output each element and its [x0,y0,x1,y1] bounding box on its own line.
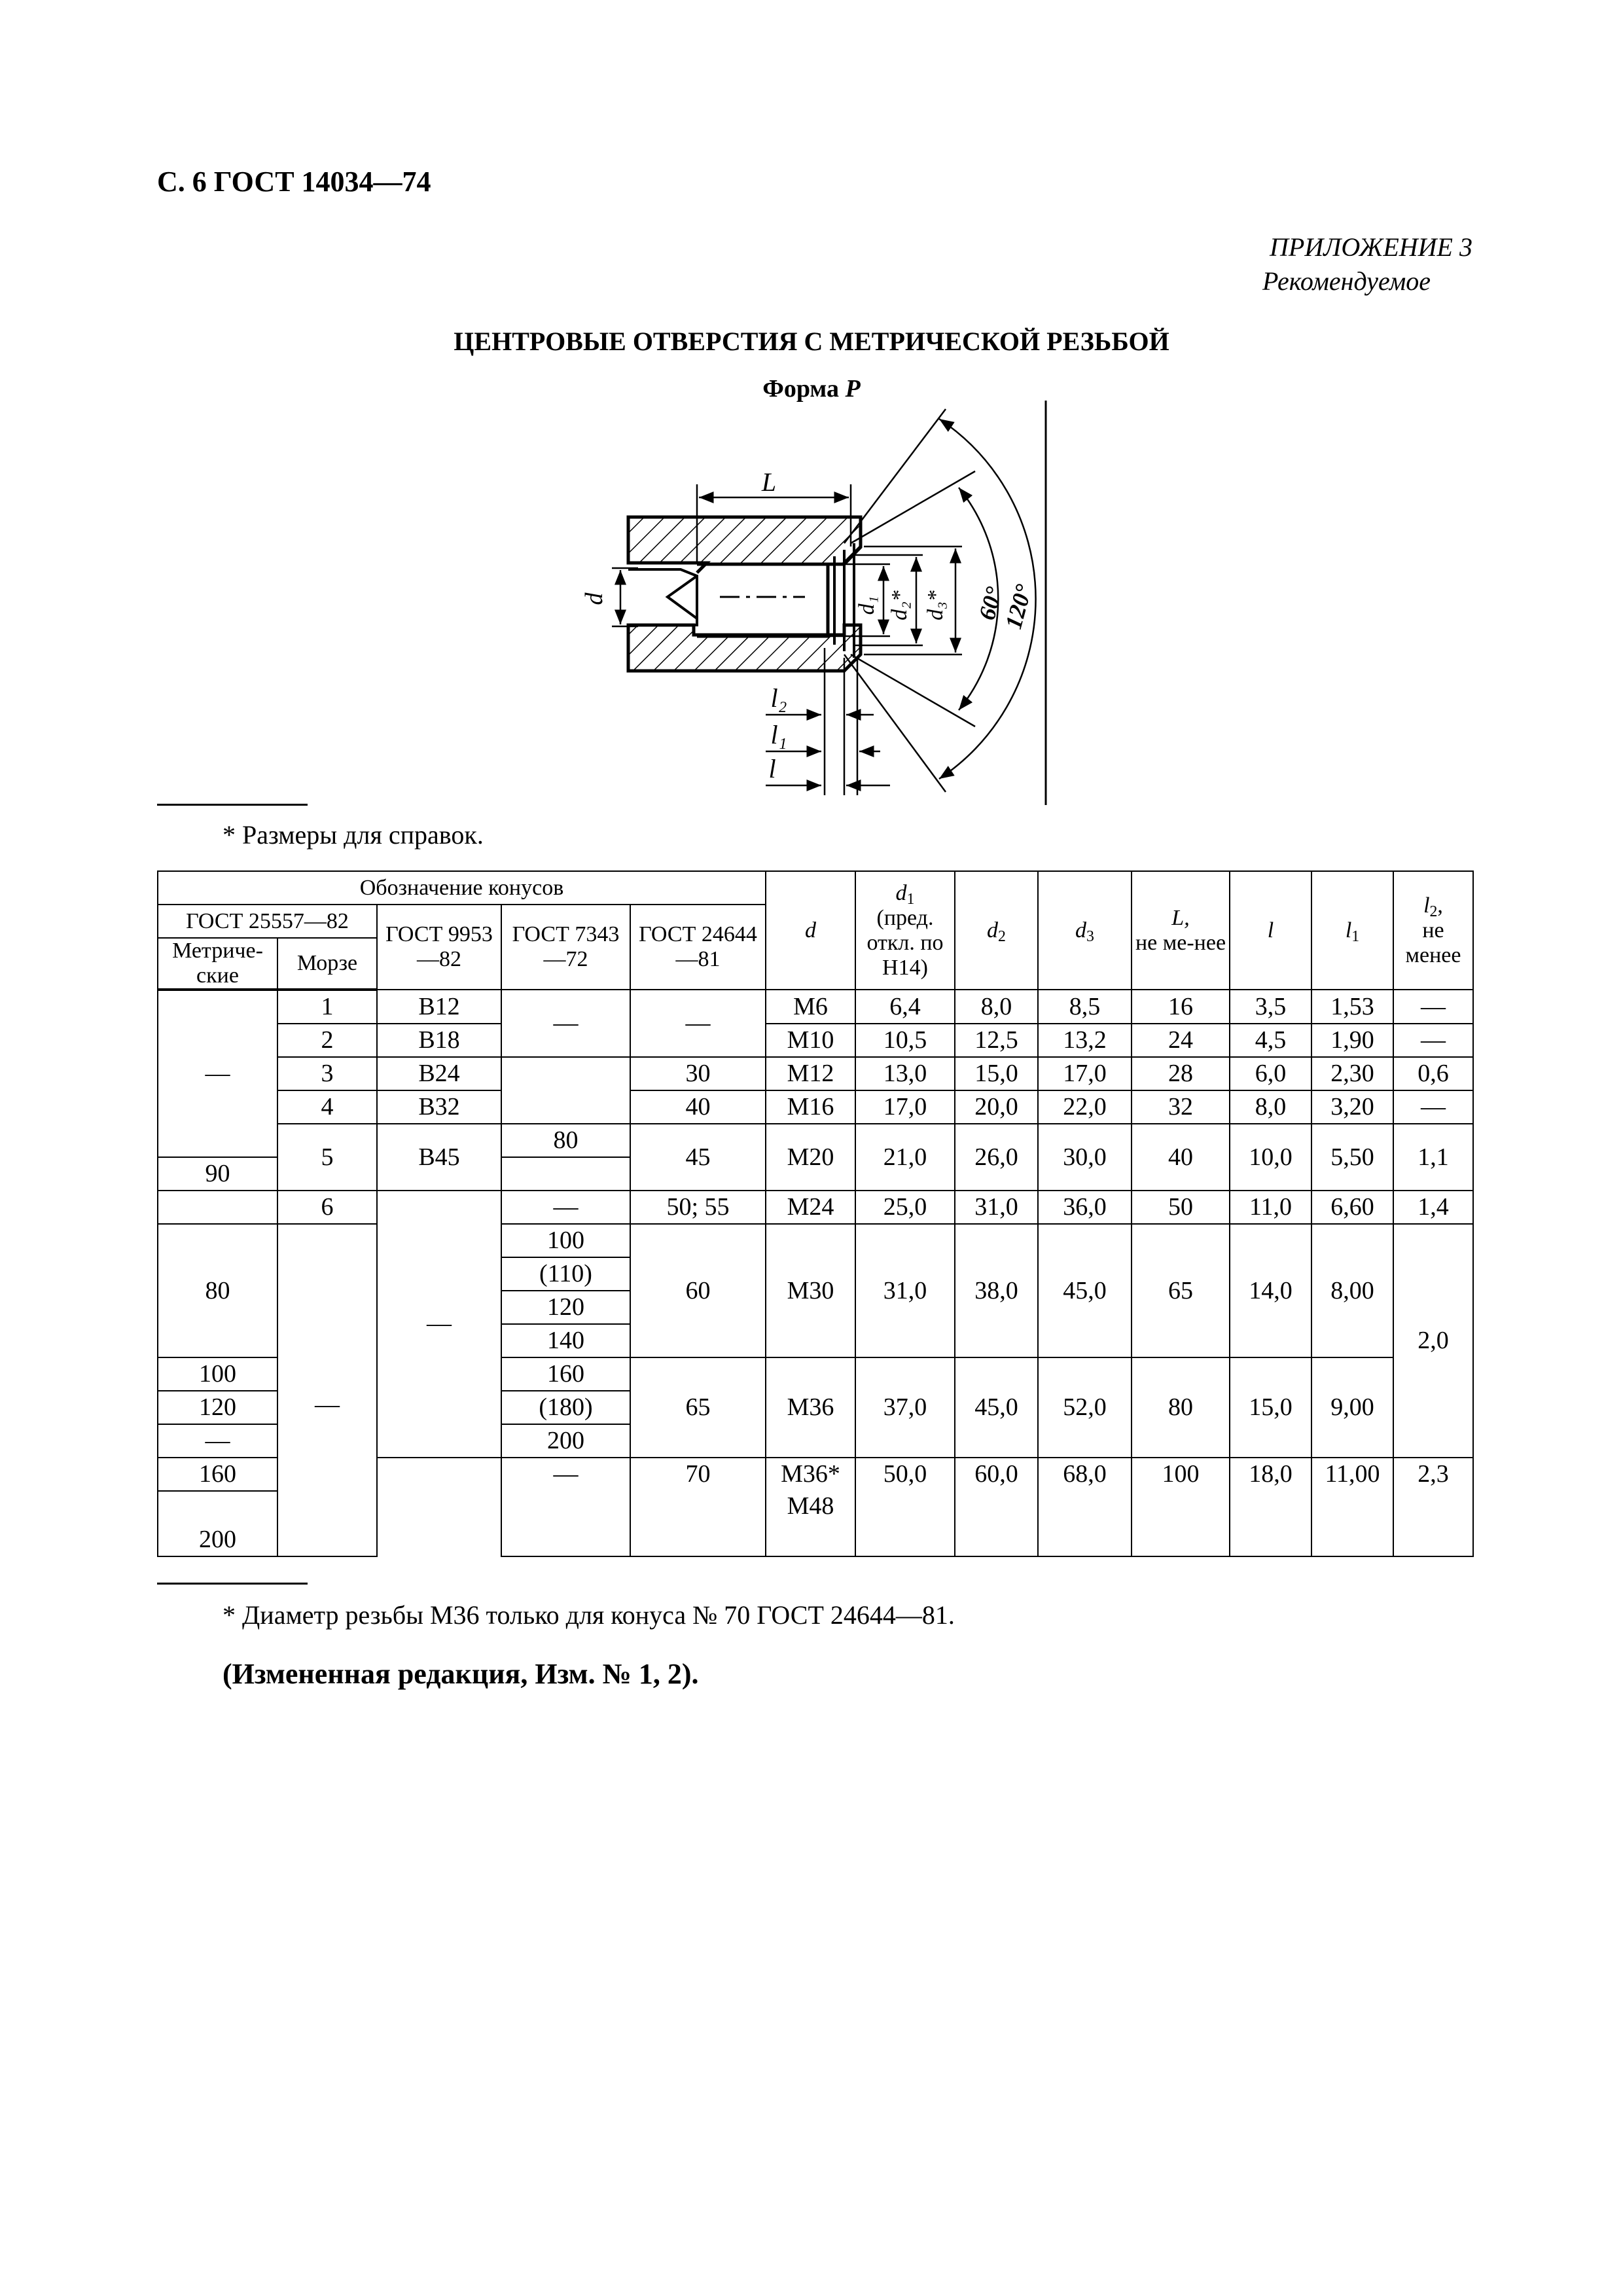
cell-gost24644: 40 [630,1090,766,1124]
cell-L: 32 [1132,1090,1230,1124]
section-title: ЦЕНТРОВЫЕ ОТВЕРСТИЯ С МЕТРИЧЕСКОЙ РЕЗЬБОЙ [454,327,1169,356]
cell-gost7343: (180) [501,1391,630,1424]
cell-d1: 21,0 [855,1124,955,1191]
cell-d1: 37,0 [855,1357,955,1458]
cell-l1: 1,53 [1311,990,1393,1024]
cell-d3: 22,0 [1038,1090,1132,1124]
footnote-thread: * Диаметр резьбы M36 только для конуса № 70 ГОСТ 24644—81. [223,1600,955,1630]
cell-l1: 5,50 [1311,1124,1393,1191]
col-gost24644: ГОСТ 24644—81 [630,905,766,990]
cell-gost24644: 45 [630,1124,766,1191]
cell-l1: 11,00 [1311,1458,1393,1556]
table-row [158,1124,1473,1157]
cell-d2: 60,0 [955,1458,1038,1556]
col-gost9953: ГОСТ 9953—82 [377,905,501,990]
cell-l2: 2,0 [1393,1224,1473,1458]
cell-l: 4,5 [1230,1024,1311,1057]
cell-morse-merged [277,1224,377,1556]
label-d3: d₃* [923,590,948,620]
cell-l1: 6,60 [1311,1191,1393,1224]
footnote-rule-2 [157,1583,308,1585]
cell-morse: 1 [277,990,377,1024]
cell-metric: — [158,1424,277,1458]
cell-l: 15,0 [1230,1357,1311,1458]
col-d2: $d_2$ [955,871,1038,990]
cell-gost24644: 30 [630,1057,766,1090]
cell-metric: 80 [158,1224,277,1357]
cell-metric: 120 [158,1391,277,1424]
cell-metric: — [158,990,277,1157]
cell-l1: 2,30 [1311,1057,1393,1090]
cell-d3: 36,0 [1038,1191,1132,1224]
cell-gost7343: (110) [501,1257,630,1291]
cell-gost9953: B18 [377,1024,501,1057]
cell-gost7343: 140 [501,1324,630,1357]
col-gost7343: ГОСТ 7343—72 [501,905,630,990]
appendix-number: ПРИЛОЖЕНИЕ 3 [1270,232,1472,262]
cell-gost24644: 50; 55 [630,1191,766,1224]
cell-L: 40 [1132,1124,1230,1191]
cell-l: 11,0 [1230,1191,1311,1224]
label-d1: d₁ [855,596,879,615]
cell-L: 28 [1132,1057,1230,1090]
col-group-cone-designation: Обозначение конусов [158,871,766,905]
label-l2: l₂ [770,683,787,713]
cell-d1: 6,4 [855,990,955,1024]
col-morse: Морзе [277,938,377,990]
cell-d [766,1458,855,1556]
cell-L: 24 [1132,1024,1230,1057]
cell-d3: 8,5 [1038,990,1132,1024]
technical-drawing [0,0,1623,838]
cell-l1: 8,00 [1311,1224,1393,1357]
cell-gost7343 [501,1090,630,1124]
cell-d3: 68,0 [1038,1458,1132,1556]
cell-gost24644: — [630,990,766,1057]
cell-morse: 3 [277,1057,377,1090]
page-header: С. 6 ГОСТ 14034—74 [157,166,431,198]
cell-morse: 6 [277,1191,377,1224]
cell-gost24644: 60 [630,1224,766,1357]
cell-d2: 45,0 [955,1357,1038,1458]
table-row [158,1024,1473,1057]
cell-gost7343 [501,1057,630,1090]
cell-d1: 17,0 [855,1090,955,1124]
cell-d: M30 [766,1224,855,1357]
cell-d1: 10,5 [855,1024,955,1057]
header-row-1 [158,871,1473,905]
cell-L: 50 [1132,1191,1230,1224]
cell-L: 100 [1132,1458,1230,1556]
cell-d1: 13,0 [855,1057,955,1090]
cell-gost7343: 80 [501,1124,630,1157]
cell-gost9953: B45 [377,1124,501,1191]
col-gost25557: ГОСТ 25557—82 [158,905,377,938]
cell-l: 14,0 [1230,1224,1311,1357]
cell-gost24644: 70 [630,1458,766,1556]
cell-L: 65 [1132,1224,1230,1357]
footnote-rule [157,804,308,806]
cell-morse: 2 [277,1024,377,1057]
cell-gost7343: — [501,990,630,1057]
table-row [158,990,1473,1024]
cell-metric: 160 [158,1458,277,1491]
cell-gost9953: B32 [377,1090,501,1124]
cell-d-a: M36* [781,1460,840,1488]
cell-d2: 8,0 [955,990,1038,1024]
cell-gost7343: 120 [501,1291,630,1324]
cell-gost7343: 90 [158,1157,277,1191]
cell-d1: 31,0 [855,1224,955,1357]
label-60deg: 60° [973,584,1008,623]
cell-d: M36 [766,1357,855,1458]
table-row [158,1224,1473,1257]
cell-gost9953-merged [377,1224,501,1458]
cell-metric: 100 [158,1357,277,1391]
cell-l: 8,0 [1230,1090,1311,1124]
cell-morse-dash: — [315,1390,340,1418]
cell-l: 6,0 [1230,1057,1311,1090]
cell-gost7343: 200 [501,1424,630,1458]
cell-d2: 15,0 [955,1057,1038,1090]
cell-l2: 1,4 [1393,1191,1473,1224]
cell-d2: 12,5 [955,1024,1038,1057]
part-section [628,517,861,671]
label-l1: l₁ [770,720,787,749]
col-l1: $l_1$ [1311,871,1393,990]
cell-gost7343: — [501,1191,630,1224]
cell-d: M16 [766,1090,855,1124]
cell-l2: 1,1 [1393,1124,1473,1191]
cell-gost7343: 100 [501,1224,630,1257]
cell-gost9953-dash: — [427,1310,452,1337]
cell-l2: 2,3 [1393,1458,1473,1556]
col-d1: $d_1$ (пред. откл. по H14) [855,871,955,990]
cell-morse: 5 [277,1124,377,1191]
cell-d2: 38,0 [955,1224,1038,1357]
col-L: L, не ме-нее [1132,871,1230,990]
cell-l2: — [1393,1024,1473,1057]
cell-L: 80 [1132,1357,1230,1458]
cell-gost9953 [377,1191,501,1224]
form-prefix: Форма [762,375,846,403]
cell-l1: 9,00 [1311,1357,1393,1458]
col-l: l [1230,871,1311,990]
cell-morse: 4 [277,1090,377,1124]
table-row [158,1090,1473,1124]
cell-d3: 45,0 [1038,1224,1132,1357]
cell-d1: 25,0 [855,1191,955,1224]
cell-l: 10,0 [1230,1124,1311,1191]
cell-metric-spacer [158,1491,277,1524]
cell-gost7343: — [501,1458,630,1556]
table-row [158,1057,1473,1090]
cell-l: 3,5 [1230,990,1311,1024]
cell-l1: 1,90 [1311,1024,1393,1057]
cell-d: M6 [766,990,855,1024]
footnote-reference: * Размеры для справок. [223,820,484,850]
cell-d: M20 [766,1124,855,1191]
cell-d3: 17,0 [1038,1057,1132,1090]
cell-d2: 26,0 [955,1124,1038,1191]
table-row [158,1191,1473,1224]
cell-gost9953 [377,1458,501,1556]
cell-gost24644: 65 [630,1357,766,1458]
cell-d-b: M48 [787,1492,834,1520]
cell-d3: 13,2 [1038,1024,1132,1057]
cell-gost7343: 160 [501,1357,630,1391]
cell-d: M10 [766,1024,855,1057]
cell-metric [158,1191,277,1224]
revision-note: (Измененная редакция, Изм. № 1, 2). [223,1658,699,1690]
col-l2: $l_2$, не менее [1393,871,1473,990]
cell-l1: 3,20 [1311,1090,1393,1124]
label-d: d [580,592,608,605]
label-L: L [761,467,777,497]
cell-L: 16 [1132,990,1230,1024]
cell-l2: — [1393,990,1473,1024]
cell-metric: 200 [158,1524,277,1556]
cell-d2: 20,0 [955,1090,1038,1124]
cell-l2: — [1393,1090,1473,1124]
col-metric: Метриче-ские [158,938,277,990]
col-d: d [766,871,855,990]
appendix-status: Рекомендуемое [1262,266,1431,296]
cell-d3: 52,0 [1038,1357,1132,1458]
dimension-d [580,568,638,626]
label-d2: d₂* [887,590,912,620]
cell-d: M24 [766,1191,855,1224]
center-holes-table [157,870,1474,1557]
col-d3: $d_3$ [1038,871,1132,990]
label-120deg: 120° [1000,581,1037,632]
cell-l: 18,0 [1230,1458,1311,1556]
cell-d1: 50,0 [855,1458,955,1556]
cell-l2: 0,6 [1393,1057,1473,1090]
cell-gost9953: B12 [377,990,501,1024]
cell-gost9953: B24 [377,1057,501,1090]
cell-d2: 31,0 [955,1191,1038,1224]
label-l: l [768,754,776,783]
form-letter: P [845,375,861,403]
cell-d: M12 [766,1057,855,1090]
cell-d3: 30,0 [1038,1124,1132,1191]
